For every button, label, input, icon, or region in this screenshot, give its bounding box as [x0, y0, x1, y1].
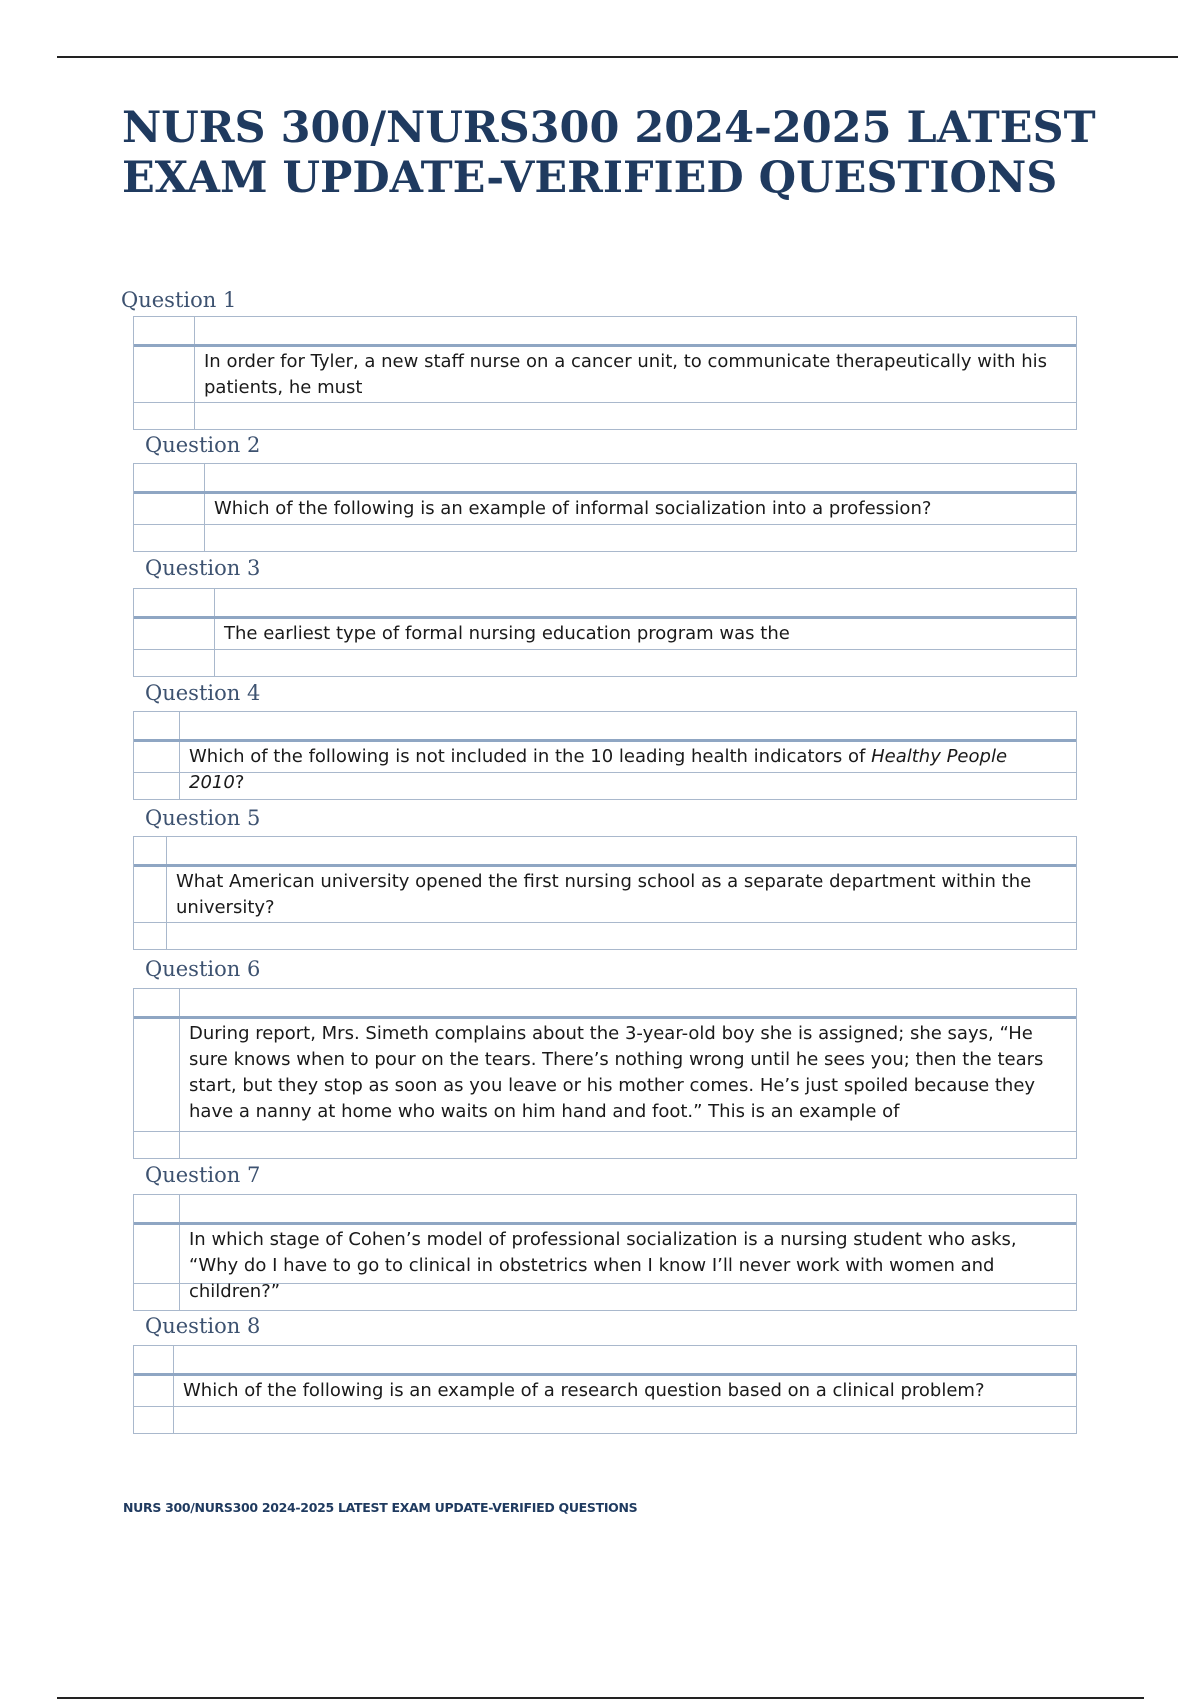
- question-3-box: [133, 588, 1077, 677]
- top-rule: [57, 56, 1178, 58]
- question-8-text: Which of the following is an example of a research question based on a clinical problem?: [183, 1380, 985, 1401]
- question-5-text: What American university opened the first nursing school as a separate department within the university?: [176, 871, 1032, 918]
- question-2-label: Question 2: [145, 433, 261, 457]
- question-4-text: Which of the following is not included in the 10 leading health indicators of Healthy People 2010?: [189, 746, 1008, 793]
- question-5-box: [133, 836, 1077, 950]
- question-6-box: [133, 988, 1077, 1159]
- healthy-people-title: Healthy People 2010: [189, 746, 1008, 793]
- question-7-text: In which stage of Cohen’s model of professional socialization is a nursing student who asks, “Why do I have to go to clinical in obstetrics when I know I’ll never work with women and children?”: [189, 1229, 1017, 1302]
- question-3-label: Question 3: [145, 556, 261, 580]
- question-7-box: [133, 1194, 1077, 1311]
- question-4-box: [133, 711, 1077, 800]
- question-1-box: [133, 316, 1077, 430]
- question-7-label: Question 7: [145, 1163, 261, 1187]
- question-3-text: The earliest type of formal nursing education program was the: [224, 623, 790, 644]
- question-1-text: In order for Tyler, a new staff nurse on a cancer unit, to communicate therapeutically with his patients, he must: [204, 351, 1047, 398]
- question-2-box: [133, 463, 1077, 552]
- question-2-text: Which of the following is an example of informal socialization into a profession?: [214, 498, 932, 519]
- question-1-label: Question 1: [121, 288, 237, 312]
- question-8-label: Question 8: [145, 1314, 261, 1338]
- page-title: NURS 300/NURS300 2024-2025 LATEST EXAM UPDATE-VERIFIED QUESTIONS: [122, 103, 1096, 203]
- question-8-box: [133, 1345, 1077, 1434]
- question-4-label: Question 4: [145, 681, 261, 705]
- question-6-text: During report, Mrs. Simeth complains about the 3-year-old boy she is assigned; she says, “He sure knows when to pour on the tears. There’s nothing wrong until he sees you; then the tears start, but they stop as soon as you leave or his mother comes. He’s just spoiled because they have a nanny at home who waits on him hand and foot.” This is an example of: [189, 1023, 1044, 1122]
- question-5-label: Question 5: [145, 806, 261, 830]
- question-6-label: Question 6: [145, 957, 261, 981]
- page-footer: NURS 300/NURS300 2024-2025 LATEST EXAM UPDATE-VERIFIED QUESTIONS: [123, 1500, 638, 1515]
- bottom-rule: [57, 1697, 1144, 1699]
